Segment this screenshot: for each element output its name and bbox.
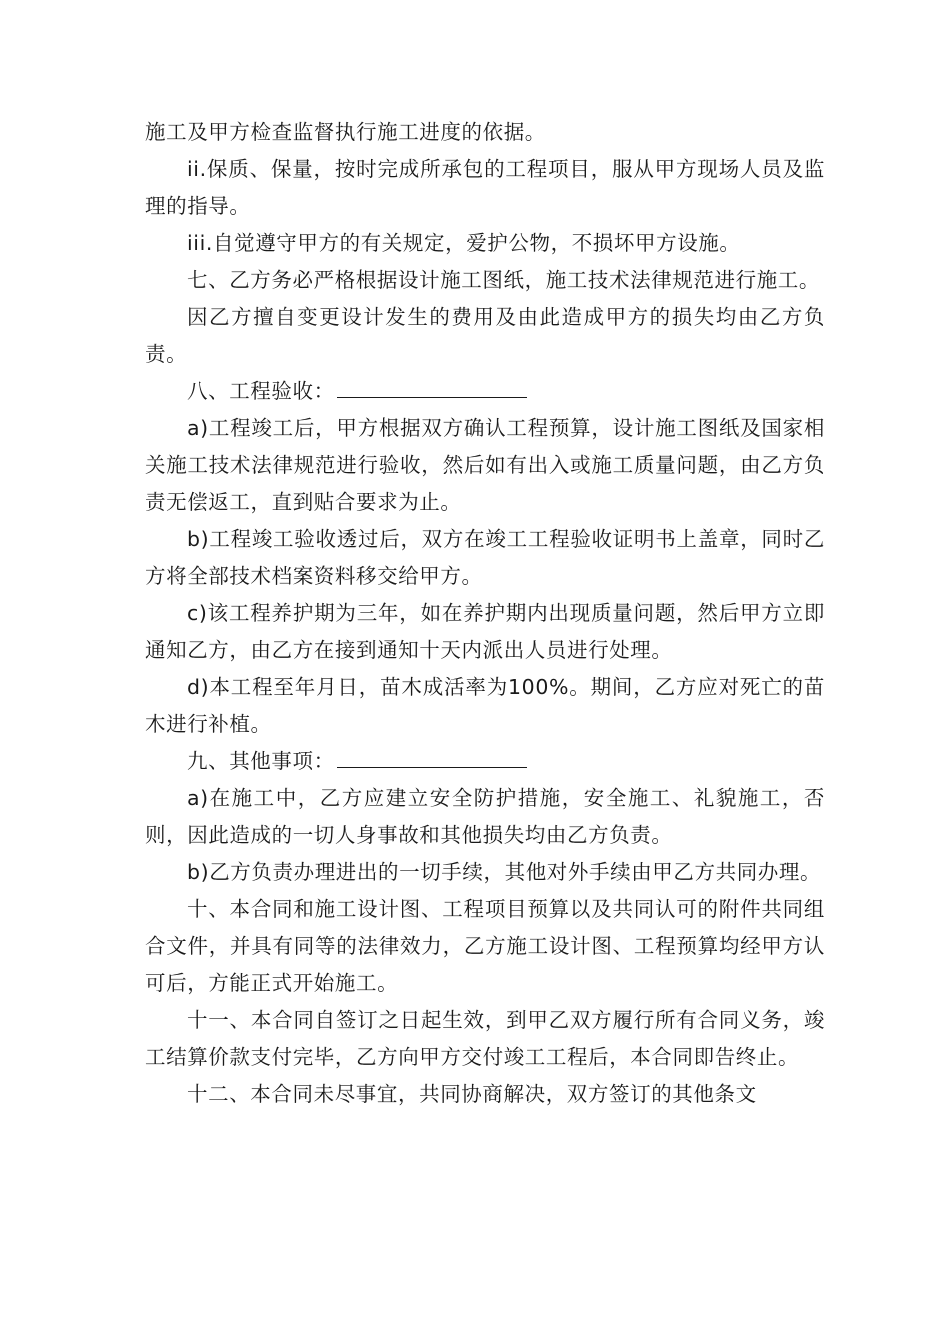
- clause-8-label: 八、工程验收：: [187, 379, 335, 403]
- fill-in-blank-line: [337, 745, 527, 768]
- paragraph-continuation: 施工及甲方检查监督执行施工进度的依据。: [145, 120, 546, 144]
- paragraph-clause-10: 十、本合同和施工设计图、工程项目预算以及共同认可的附件共同组合文件，并具有同等的法律效力，乙方施工设计图、工程预算均经甲方认可后，方能正式开始施工。: [145, 897, 825, 995]
- paragraph-item-ii: ii.保质、保量，按时完成所承包的工程项目，服从甲方现场人员及监理的指导。: [145, 157, 825, 218]
- paragraph-clause-9-heading: [145, 743, 825, 780]
- clause-9-label: 九、其他事项：: [187, 749, 335, 773]
- paragraph-clause-12: 十二、本合同未尽事宜，共同协商解决，双方签订的其他条文: [187, 1082, 757, 1106]
- paragraph-item-iii: iii.自觉遵守甲方的有关规定，爱护公物，不损坏甲方设施。: [187, 231, 741, 255]
- paragraph-clause-11: 十一、本合同自签订之日起生效，到甲乙双方履行所有合同义务，竣工结算价款支付完毕，乙方向甲方交付竣工工程后，本合同即告终止。: [145, 1008, 825, 1069]
- paragraph-clause-9a: a)在施工中，乙方应建立安全防护措施，安全施工、礼貌施工，否则，因此造成的一切人身事故和其他损失均由乙方负责。: [145, 786, 825, 847]
- paragraph-clause-8a: a)工程竣工后，甲方根据双方确认工程预算，设计施工图纸及国家相关施工技术法律规范进行验收，然后如有出入或施工质量问题，由乙方负责无偿返工，直到贴合要求为止。: [145, 416, 825, 514]
- paragraph-clause-8d: d)本工程至年月日，苗木成活率为100%。期间，乙方应对死亡的苗木进行补植。: [145, 675, 825, 736]
- document-body: [145, 114, 825, 1113]
- paragraph-clause-7: 七、乙方务必严格根据设计施工图纸，施工技术法律规范进行施工。: [187, 268, 820, 292]
- paragraph-clause-9b: b)乙方负责办理进出的一切手续，其他对外手续由甲乙方共同办理。: [187, 860, 822, 884]
- paragraph-clause-8c: c)该工程养护期为三年，如在养护期内出现质量问题，然后甲方立即通知乙方，由乙方在接到通知十天内派出人员进行处理。: [145, 601, 825, 662]
- fill-in-blank-line: [337, 375, 527, 398]
- paragraph-clause-8b: b)工程竣工验收透过后，双方在竣工工程验收证明书上盖章，同时乙方将全部技术档案资料移交给甲方。: [145, 527, 825, 588]
- paragraph-clause-7-cost: 因乙方擅自变更设计发生的费用及由此造成甲方的损失均由乙方负责。: [145, 305, 825, 366]
- paragraph-clause-8-heading: [145, 373, 825, 410]
